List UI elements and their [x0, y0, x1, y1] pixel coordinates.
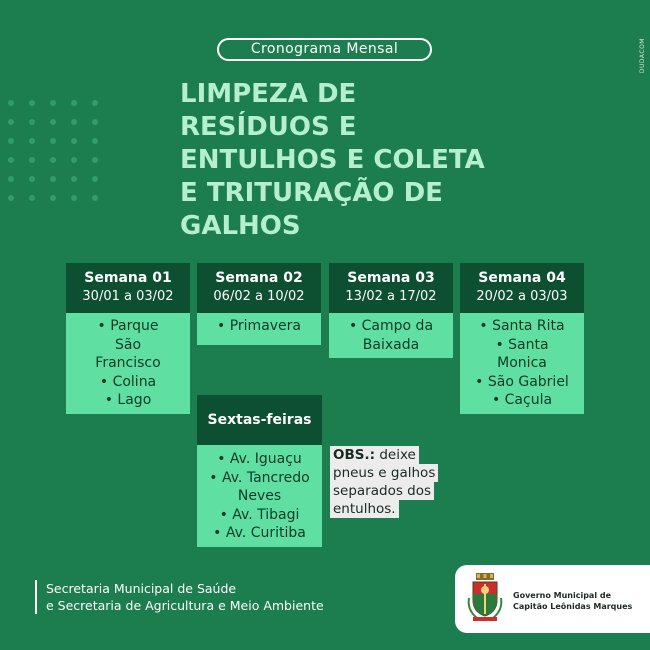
schedule-badge: Cronograma Mensal	[217, 38, 432, 61]
fridays-avenues	[197, 445, 322, 547]
week-name: Semana 02	[215, 270, 303, 286]
list-item: • Caçula	[491, 392, 553, 408]
list-item: Neves	[237, 488, 282, 504]
week-dates: 20/02 a 03/03	[476, 289, 568, 304]
week-dates: 06/02 a 10/02	[213, 289, 305, 304]
list-item: • Av. Curitiba	[213, 525, 306, 541]
list-item: • Colina	[99, 373, 157, 390]
fridays-header: Sextas-feiras	[197, 395, 322, 445]
obs-text: pneus e galhos	[330, 464, 438, 482]
decorative-dot-grid	[8, 100, 100, 201]
list-item: • Santa	[495, 336, 549, 353]
footer-secretariats	[46, 580, 324, 614]
footer-line: e Secretaria de Agricultura e Meio Ambiente	[46, 598, 324, 613]
title-line: RESÍDUOS E	[180, 112, 357, 142]
obs-text: deixe	[379, 447, 416, 463]
obs-text: entulhos.	[330, 500, 399, 518]
week-name: Semana 03	[347, 270, 435, 286]
week-header	[197, 263, 321, 313]
week-neighborhoods	[460, 313, 584, 414]
title-line: E TRITURAÇÃO DE	[180, 178, 443, 208]
government-logo-card	[455, 565, 650, 633]
observation-note	[330, 446, 460, 518]
week-card-4	[460, 263, 584, 414]
title-line: GALHOS	[180, 211, 301, 241]
list-item: • Primavera	[217, 318, 301, 334]
page-title	[180, 78, 520, 243]
footer-line: Secretaria Municipal de Saúde	[46, 581, 237, 596]
week-dates: 30/01 a 03/02	[82, 289, 174, 304]
week-header	[460, 263, 584, 313]
week-card-2	[197, 263, 321, 345]
side-credit: DUDACOM	[639, 38, 646, 74]
week-header	[66, 263, 190, 313]
list-item: Monica	[497, 355, 547, 371]
list-item: • Campo da	[348, 318, 434, 334]
obs-text: separados dos	[330, 482, 434, 500]
government-name	[513, 590, 632, 612]
week-card-3	[329, 263, 453, 358]
title-line: LIMPEZA DE	[180, 79, 357, 109]
week-neighborhoods	[197, 313, 321, 345]
title-line: ENTULHOS E COLETA	[180, 145, 485, 175]
week-neighborhoods	[66, 313, 190, 414]
list-item: • Parque	[97, 318, 159, 334]
list-item: São	[114, 336, 142, 353]
municipal-crest-icon	[467, 572, 503, 622]
obs-label: OBS.:	[333, 447, 376, 463]
list-item: • Lago	[104, 392, 152, 408]
government-line: Governo Municipal de	[513, 591, 612, 600]
footer-divider	[35, 580, 37, 614]
list-item: Francisco	[95, 355, 161, 371]
list-item: • Santa Rita	[479, 318, 565, 334]
week-card-1	[66, 263, 190, 414]
week-name: Semana 04	[478, 270, 566, 286]
list-item: • Av. Iguaçu	[217, 451, 302, 467]
list-item: • Av. Tibagi	[219, 506, 300, 523]
list-item: Baixada	[362, 336, 420, 353]
list-item: • São Gabriel	[475, 373, 569, 390]
week-header	[329, 263, 453, 313]
list-item: • Av. Tancredo	[209, 469, 310, 486]
week-name: Semana 01	[84, 270, 172, 286]
week-neighborhoods	[329, 313, 453, 358]
government-line: Capitão Leônidas Marques	[513, 602, 633, 611]
week-dates: 13/02 a 17/02	[345, 289, 437, 304]
